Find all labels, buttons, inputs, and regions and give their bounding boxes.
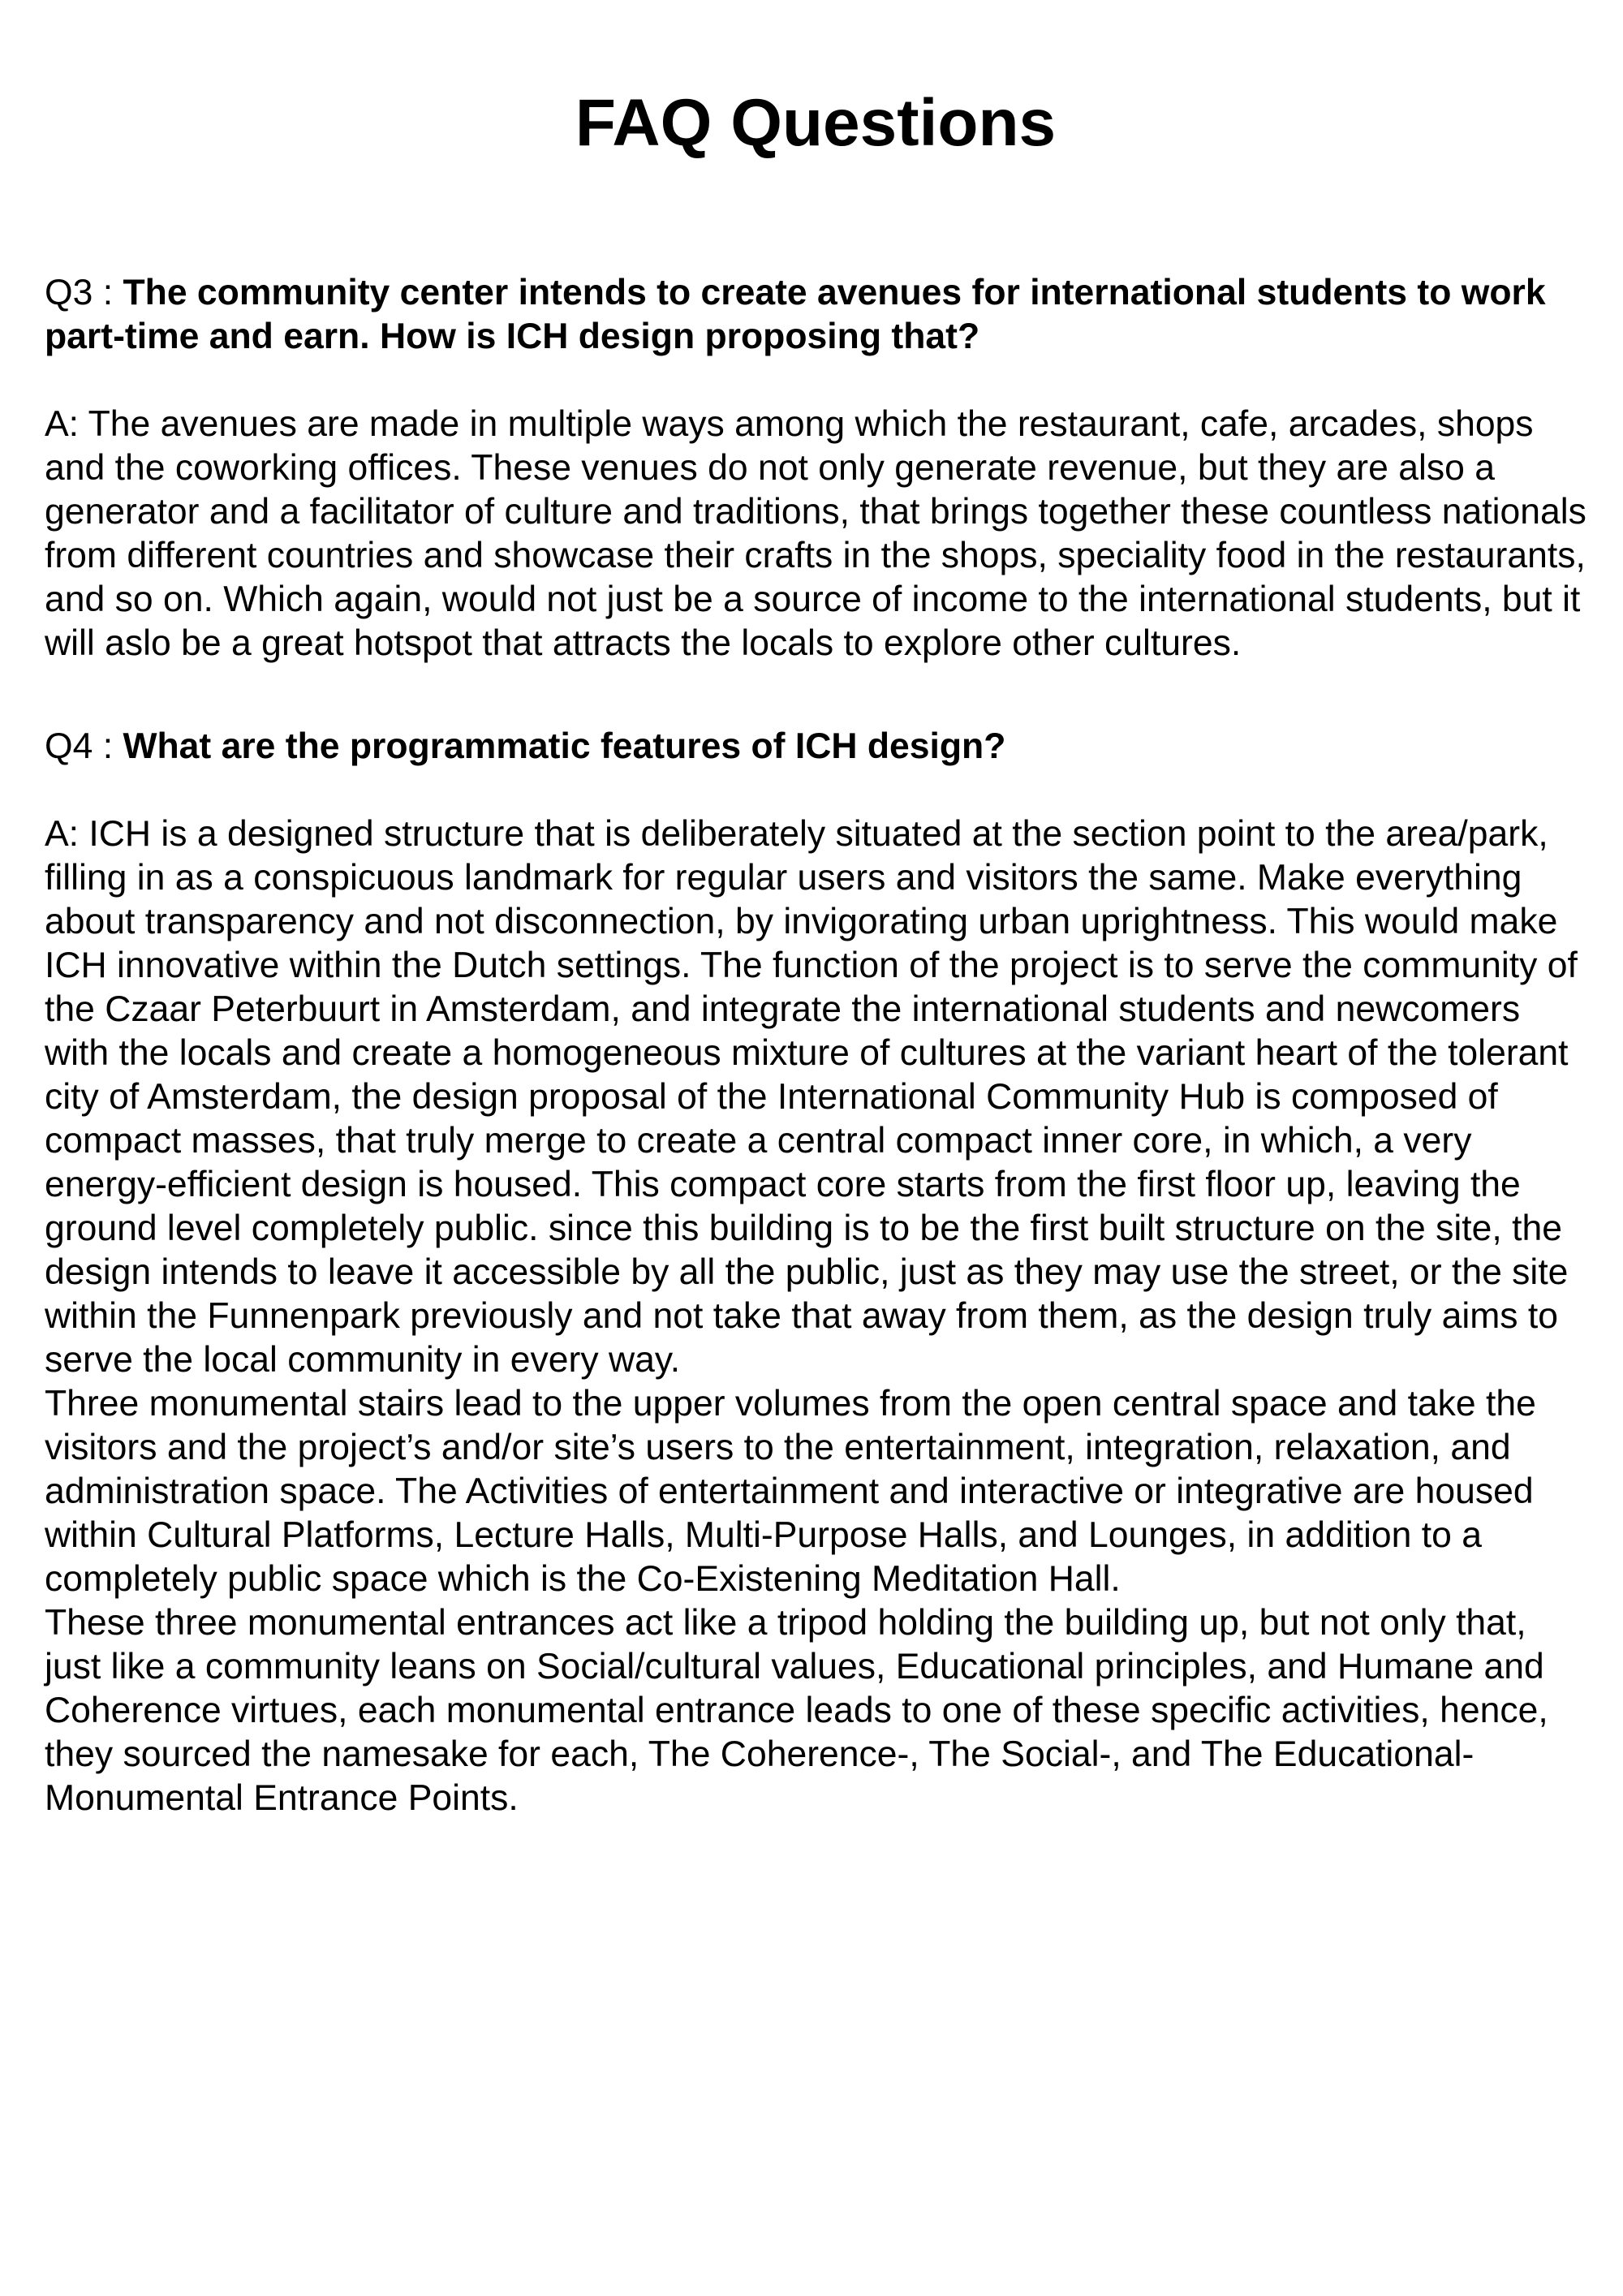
question-number: Q4 : <box>45 726 123 766</box>
answer-paragraph: A: The avenues are made in multiple ways among which the restaurant, cafe, arcades, shops and the coworking offices. These venues do not only generate revenue, but they are also a generator and a facilitator of culture and traditions, that brings together these countless nationals from different countries and showcase their crafts in the shops, speciality food in the restaurants, and so on. Which again, would not just be a source of income to the international students, but it will aslo be a great hotspot that attracts the locals to explore other cultures. <box>45 404 1586 663</box>
faq-item-q4 <box>45 725 1591 1820</box>
faq-question <box>45 725 1591 769</box>
faq-item-q3 <box>45 271 1591 666</box>
question-text: What are the programmatic features of ICH design? <box>123 726 1006 766</box>
faq-answer <box>45 812 1591 1820</box>
answer-paragraph: Three monumental stairs lead to the upper volumes from the open central space and take the visitors and the project’s and/or site’s users to the entertainment, integration, relaxation, and administration space. The Activities of entertainment and interactive or integrative are housed within Cultural Platforms, Lecture Halls, Multi-Purpose Halls, and Lounges, in addition to a completely public space which is the Co-Existening Meditation Hall. <box>45 1384 1536 1599</box>
faq-answer <box>45 403 1591 666</box>
question-number: Q3 : <box>45 273 123 312</box>
answer-paragraph: A: ICH is a designed structure that is deliberately situated at the section point to the area/park, filling in as a conspicuous landmark for regular users and visitors the same. Make everything about transparency and not disconnection, by invigorating urban uprightness. This would make ICH innovative within the Dutch settings. The function of the project is to serve the community of the Czaar Peterbuurt in Amsterdam, and integrate the international students and newcomers with the locals and create a homogeneous mixture of cultures at the variant heart of the tolerant city of Amsterdam, the design proposal of the International Community Hub is composed of compact masses, that truly merge to create a central compact inner core, in which, a very energy-efficient design is housed. This compact core starts from the first floor up, leaving the ground level completely public. since this building is to be the first built structure on the site, the design intends to leave it accessible by all the public, just as they may use the street, or the site within the Funnenpark previously and not take that away from them, as the design truly aims to serve the local community in every way. <box>45 814 1578 1380</box>
answer-paragraph: These three monumental entrances act like a tripod holding the building up, but not only that, just like a community leans on Social/cultural values, Educational principles, and Humane and Coherence virtues, each monumental entrance leads to one of these specific activities, hence, they sourced the namesake for each, The Coherence-, The Social-, and The Educational- Monumental Entrance Points. <box>45 1603 1548 1818</box>
faq-question <box>45 271 1591 359</box>
question-text: The community center intends to create avenues for international students to work part-time and earn. How is ICH design proposing that? <box>45 273 1546 356</box>
page-title: FAQ Questions <box>575 86 1057 160</box>
